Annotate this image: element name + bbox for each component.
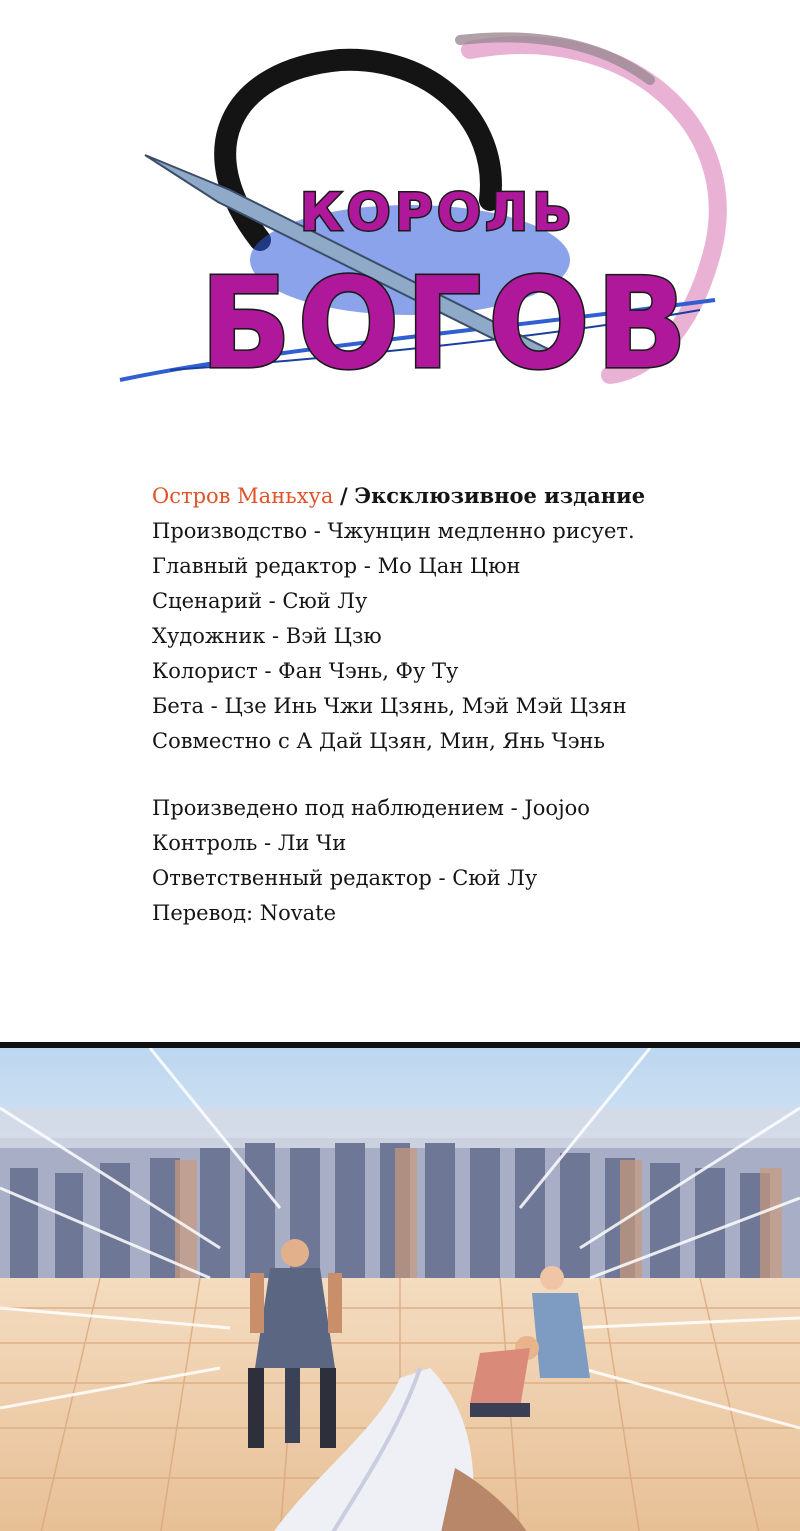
credit-supervision: Произведено под наблюдением - Joojoo [152, 796, 590, 820]
credit-control: Контроль - Ли Чи [152, 831, 347, 855]
credits-header [152, 478, 772, 514]
logo-line1: КОРОЛЬ [300, 183, 576, 243]
credit-script: Сценарий - Сюй Лу [152, 589, 368, 613]
edition-label: Эксклюзивное издание [354, 483, 646, 508]
credit-production: Производство - Чжунцин медленно рисует. [152, 519, 635, 543]
credit-translation: Перевод: Novate [152, 901, 337, 925]
credit-beta: Бета - Цзе Инь Чжи Цзянь, Мэй Мэй Цзян [152, 694, 627, 718]
credit-chief-editor: Главный редактор - Мо Цан Цюн [152, 554, 521, 578]
publisher-name: Остров Маньхуа [152, 484, 334, 508]
credit-artist: Художник - Вэй Цзю [152, 624, 382, 648]
credit-colorist: Колорист - Фан Чэнь, Фу Ту [152, 659, 459, 683]
crowd [0, 1108, 800, 1298]
header-separator: / [340, 483, 348, 508]
title-logo [110, 10, 730, 420]
comic-panel [0, 1042, 800, 1531]
logo-line2: БОГОВ [200, 251, 694, 398]
credit-responsible-editor: Ответственный редактор - Сюй Лу [152, 866, 538, 890]
credit-collab: Совместно с А Дай Цзян, Мин, Янь Чэнь [152, 729, 605, 753]
panel-illustration [0, 1048, 800, 1531]
credits-block [152, 478, 772, 931]
